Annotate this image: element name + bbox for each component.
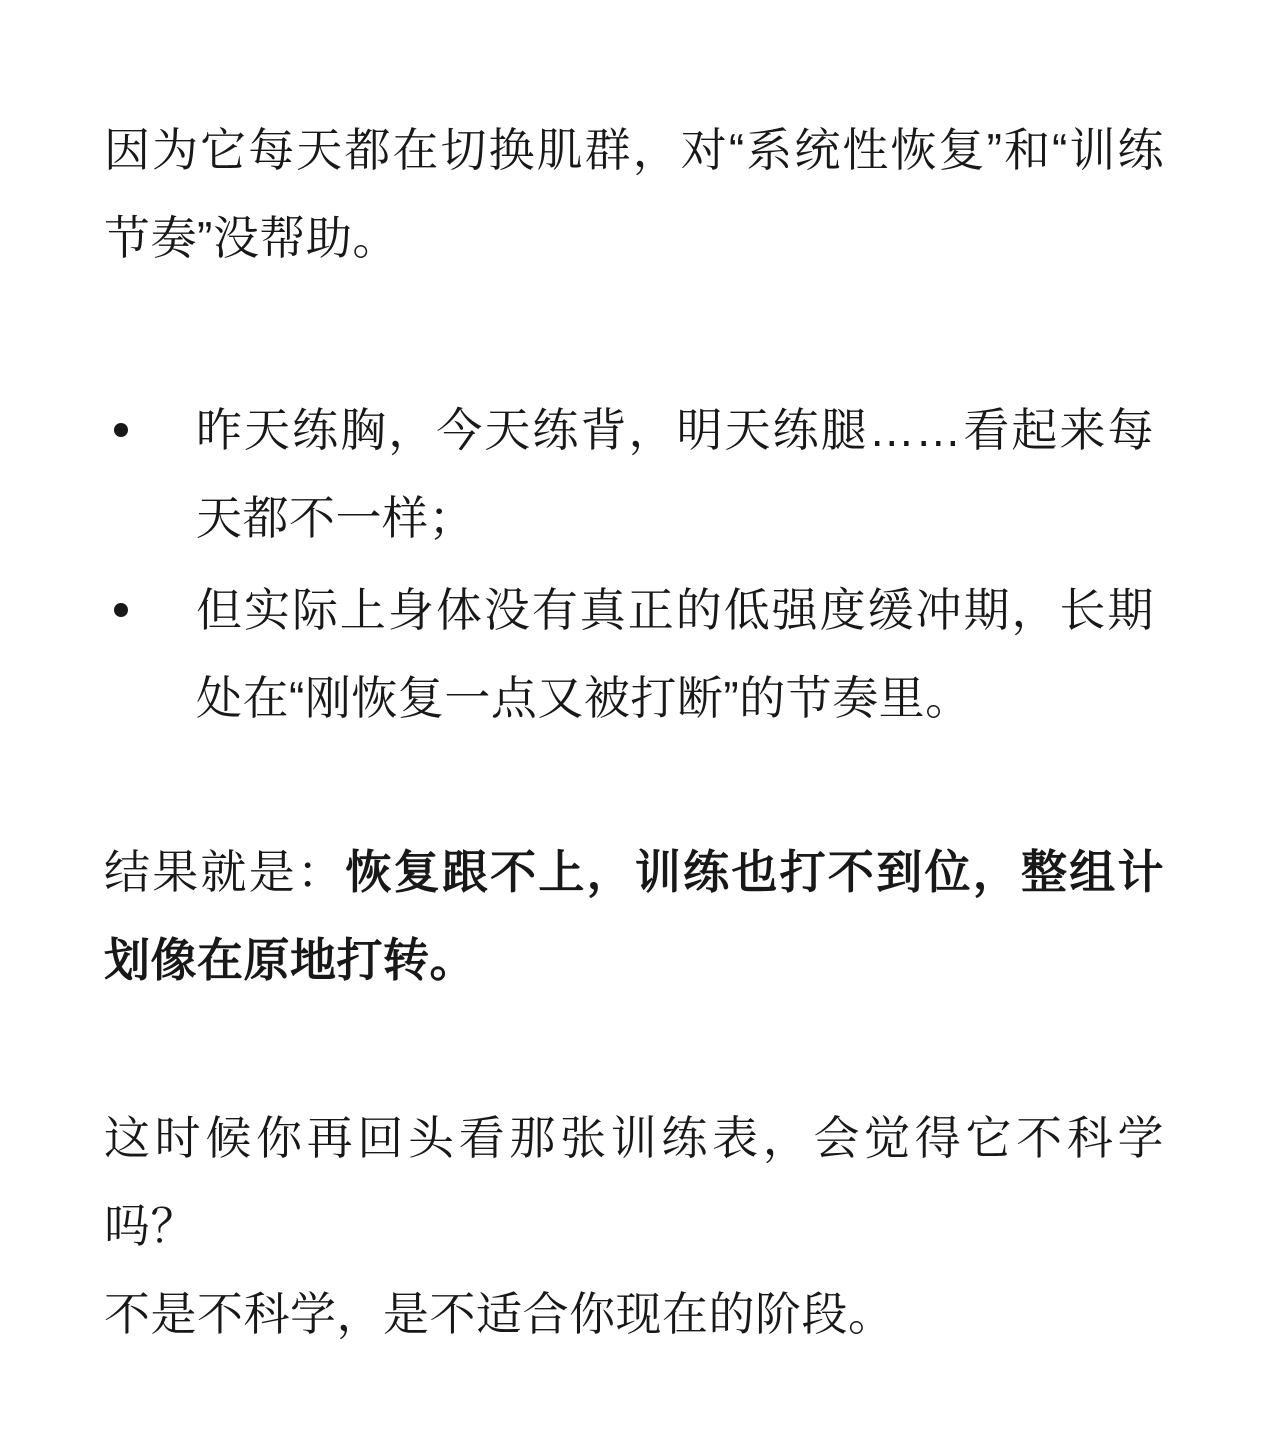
paragraph-question: 这时候你再回头看那张训练表，会觉得它不科学吗？ xyxy=(104,1112,1164,1252)
bullet-list xyxy=(104,386,1164,742)
bullet-dot-icon xyxy=(114,423,128,437)
result-emphasis: 恢复跟不上，训练也打不到位，整组计划像在原地打转。 xyxy=(104,846,1165,986)
paragraph-result xyxy=(104,828,1164,1004)
list-item xyxy=(104,566,1164,742)
list-item-text: 但实际上身体没有真正的低强度缓冲期，长期处在“刚恢复一点又被打断”的节奏里。 xyxy=(196,584,1154,724)
bullet-dot-icon xyxy=(114,603,128,617)
list-item-text: 昨天练胸，今天练背，明天练腿……看起来每天都不一样； xyxy=(196,404,1154,544)
list-item xyxy=(104,386,1164,562)
paragraph-answer: 不是不科学，是不适合你现在的阶段。 xyxy=(104,1288,895,1340)
paragraph-intro: 因为它每天都在切换肌群，对“系统性恢复”和“训练节奏”没帮助。 xyxy=(104,124,1164,264)
result-prefix: 结果就是： xyxy=(104,846,346,898)
